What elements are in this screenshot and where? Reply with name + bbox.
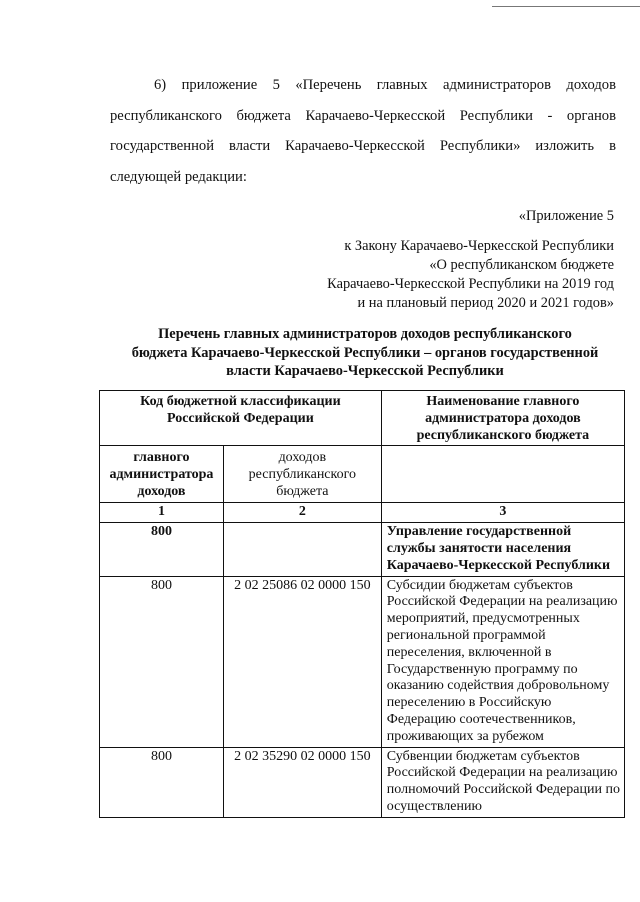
heading-line: бюджета Карачаево-Черкесской Республики – органов государственной [131,344,599,361]
income-code: 2 02 25086 02 0000 150 [223,576,381,747]
intro-line: следующей редакции: [110,168,247,185]
appendix-line: к Закону Карачаево-Черкесской Республики [344,238,614,254]
heading-line: власти Карачаево-Черкесской Республики [226,363,504,379]
income-code: 2 02 35290 02 0000 150 [223,747,381,817]
income-code [223,523,381,576]
intro-line: 6) приложение 5 «Перечень главных администраторов доходов [154,77,616,93]
subheader-admin: главного администратора доходов [100,446,224,503]
subheader-income: доходов республиканского бюджета [223,446,381,503]
top-edge-line [492,6,640,7]
appendix-line: «О республиканском бюджете [429,257,614,273]
table-row [100,747,625,817]
admin-code: 800 [100,747,224,817]
appendix-line: Карачаево-Черкесской Республики на 2019 год [327,276,614,292]
intro-line: государственной власти Карачаево-Черкесской Республики» изложить в [110,138,616,154]
column-number: 2 [223,503,381,523]
appendix-reference [327,237,614,313]
table-row [100,523,625,576]
header-name: Наименование главного администратора доходов республиканского бюджета [381,391,624,446]
intro-line: республиканского бюджета Карачаево-Черкесской Республики - органов [110,107,616,124]
column-number: 3 [381,503,624,523]
administrators-table [99,390,625,818]
appendix-line: и на плановый период 2020 и 2021 годов» [357,295,614,311]
heading-line: Перечень главных администраторов доходов республиканского [158,326,572,342]
table-row [100,576,625,747]
intro-paragraph [110,70,616,192]
income-description: Субсидии бюджетам субъектов Российской Федерации на реализацию мероприятий, предусмотренных региональной программой переселения, включенной в Государственную программу по оказанию содействия добровольному переселению в Российскую Федерацию соотечественников, проживающих за рубежом [381,576,624,747]
admin-code: 800 [100,523,224,576]
subheader-empty [381,446,624,503]
header-code: Код бюджетной классификации Российской Федерации [100,391,382,446]
income-description: Субвенции бюджетам субъектов Российской Федерации на реализацию полномочий Российской Федерации по осуществлению [381,747,624,817]
admin-name: Управление государственной службы занятости населения Карачаево-Черкесской Республики [381,523,624,576]
table-subheader-row [100,446,625,503]
column-number: 1 [100,503,224,523]
table-header-row [100,391,625,446]
appendix-title: «Приложение 5 [518,208,614,224]
column-number-row [100,503,625,523]
admin-code: 800 [100,576,224,747]
document-heading [110,325,620,381]
